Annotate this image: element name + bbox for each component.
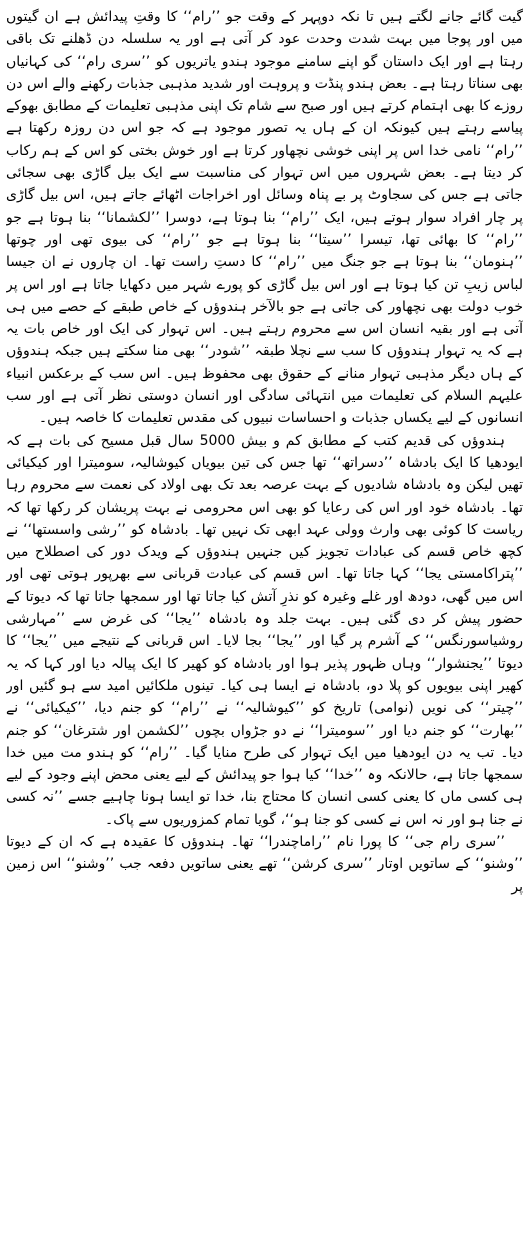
paragraph-ram-navami-celebration: گیت گائے جانے لگتے ہیں تا نکہ دوپہر کے وقت جو ’’رام‘‘ کا وقتِ پیدائش ہے ان گیتوں میں اور پوجا میں بہت شدت وحدت عود کر آتی ہے اور یہ سلسلہ دن ڈھلنے تک باقی رہتا ہے اور ایک داستان گو اپنے سامنے موجود ہندو یاتریوں کو ’’سری رام‘‘ کی کہانیاں بھی سناتا رہتا ہے۔ بعض ہندو پنڈت و پروہت اور شدید مذہبی جذبات رکھنے والے اس دن روزے کا بھی اہتمام کرتے ہیں اور صبح سے شام تک اپنی مذہبی تعلیمات کے مطابق بھوکے پیاسے رہتے ہیں کیونکہ ان کے ہاں یہ تصور موجود ہے کہ جو اس دن روزہ رکھتا ہے ’’رام‘‘ نامی خدا اس پر اپنی خوشی نچھاور کرتا ہے اور خوش بختی کو اس کے ہم رکاب کر دیتا ہے۔ بعض شہروں میں اس تہوار کی مناسبت سے ایک بیل گاڑی بھی سجائی جاتی ہے جس کی سجاوٹ پر بے پناہ وسائل اور اخراجات اٹھائے جاتے ہیں، اس بیل گاڑی پر چار افراد سوار ہوتے ہیں، ایک ’’رام‘‘ بنا ہوتا ہے، دوسرا ’’لکشمانا‘‘ بنا ہوتا ہے جو ’’رام‘‘ کا بھائی تھا، تیسرا ’’سیتا‘‘ بنا ہوتا ہے جو ’’رام‘‘ کی بیوی تھی اور چوتھا ’’ہنومان‘‘ بنا ہوتا ہے جو جنگ میں ’’رام‘‘ کا دستِ راست تھا۔ ان چاروں نے ان جیسا لباس زیبِ تن کیا ہوتا ہے اور اس بیل گاڑی کو پورے شہر میں دکھایا جاتا ہے اور اس پر خوب دولت بھی نچھاور کی جاتی ہے جو بالآخر ہندوؤں کے خاص طبقے کے حصے میں ہی آتی ہے اور بقیہ انسان اس سے محروم رہتے ہیں۔ اس تہوار کی ایک اور خاص بات یہ ہے کہ یہ تہوار ہندوؤں کا سب سے نچلا طبقہ ’’شودر‘‘ بھی منا سکتے ہیں جبکہ ہندوؤں کے ہاں دیگر مذہبی تہوار منانے کے حقوق بھی محفوظ ہیں۔ اس سب کے برعکس انبیاء علیہم السلام کی تعلیمات میں انتہائی سادگی اور انسان دوستی نظر آتی ہے اور سب انسانوں کے لیے یکساں جذبات و احساسات نبیوں کی مقدس تعلیمات کا خاصہ ہیں۔ [6,9,523,427]
urdu-text-page [6,6,523,1252]
paragraph-dasharatha-story: ہندوؤں کی قدیم کتب کے مطابق کم و بیش 5000 سال قبل مسیح کی بات ہے کہ ایودھیا کا ایک بادشاہ ’’دسراتھ‘‘ تھا جس کی تین بیویاں کیوشالیہ، سومیترا اور کیکیائی تھیں لیکن وہ بادشاہ شادیوں کے بہت عرصہ بعد تک بھی اولاد کی نعمت سے محروم رہا تھا۔ بادشاہ خود اور اس کی رعایا کو بھی اس محرومی نے بہت پریشان کر رکھا تھا کہ ریاست کا کوئی بھی وارث وولی عہد ابھی تک نہیں تھا۔ بادشاہ کو ’’رشی واسستھا‘‘ نے کچھ خاص قسم کی عبادات تجویز کیں جنہیں ہندوؤں کے ویدک دور کی اصطلاح میں ’’پتراکامستی یجا‘‘ کہا جاتا تھا۔ اس قسم کی عبادت قربانی سے بھرپور ہوتی تھی اور اس میں گھی، دودھ اور غلے وغیرہ کو نذرِ آتش کیا جاتا تھا اور سمجھا جاتا تھا کہ دیوتا کے حضور پیش کر دی گئی ہیں۔ بہت جلد وہ بادشاہ ’’یجا‘‘ کی غرض سے ’’مہارشی روشیاسورنگس‘‘ کے آشرم پر گیا اور ’’یجا‘‘ بجا لایا۔ اس قربانی کے نتیجے میں ’’یجا‘‘ کا دیوتا ’’یجنشوار‘‘ وہاں ظہور پذیر ہوا اور بادشاہ کو کھیر کا ایک پیالہ دیا اور کہا کہ یہ کھیر اپنی بیویوں کو پلا دو، بادشاہ نے ایسا ہی کیا۔ تینوں ملکائیں امید سے ہو گئیں اور ’’چیتر‘‘ کی نویں (نوامی) تاریخ کو ’’کیوشالیہ‘‘ نے ’’رام‘‘ کو جنم دیا، ’’کیکیائی‘‘ نے ’’بھارت‘‘ کو جنم دیا اور ’’سومیترا‘‘ نے دو جڑواں بچوں ’’لکشمن اور شترغان‘‘ کو جنم دیا۔ تب یہ دن ایودھیا میں ایک تہوار کی طرح منایا گیا۔ ’’رام‘‘ کو ہندو مت میں خدا سمجھا جاتا ہے، حالانکہ وہ ’’خدا‘‘ کیا ہوا جو پیدائش کے لیے یعنی محض اپنے وجود کے لیے ہی کسی ماں کا یعنی کسی انسان کا محتاج بنا، خدا تو ایسا ہونا چاہیے جسے ’’نہ کسی نے جنا ہو اور نہ اس نے کسی کو جنا ہو‘‘، گویا تمام کمزوریوں سے پاک۔ [6,432,523,828]
paragraph-sri-ram-name: ’’سری رام جی‘‘ کا پورا نام ’’راماچندرا‘‘ تھا۔ ہندوؤں کا عقیدہ ہے کہ ان کے دیوتا ’’وشنو‘‘ کے ساتویں اوتار ’’سری کرشن‘‘ تھے یعنی ساتویں دفعہ جب ’’وشنو‘‘ اس زمین پر [6,833,523,895]
